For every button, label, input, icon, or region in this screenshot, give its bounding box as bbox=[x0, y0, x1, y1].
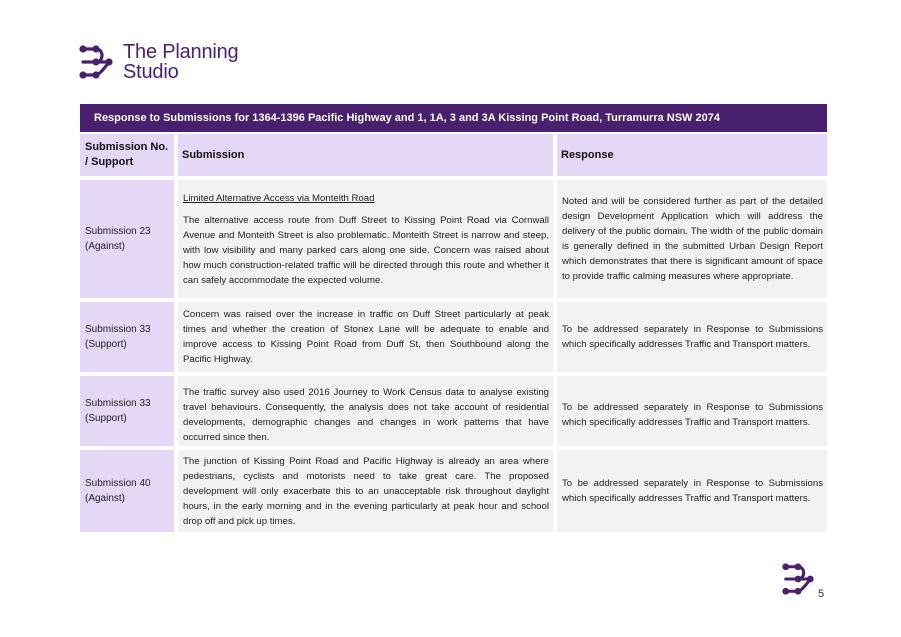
response-cell bbox=[557, 302, 827, 372]
table-row-label bbox=[80, 180, 174, 298]
header-submission-no: Submission No. / Support bbox=[80, 134, 174, 176]
submission-cell bbox=[178, 180, 553, 298]
response-text: To be addressed separately in Response to Submissions which specifically addresses Traffic and Transport matters. bbox=[562, 324, 823, 350]
row-label-line2: (Support) bbox=[85, 413, 127, 424]
header-submission: Submission bbox=[178, 134, 553, 176]
brand-name-line2: Studio bbox=[123, 61, 179, 83]
brand-name bbox=[123, 42, 238, 82]
table-title: Response to Submissions for 1364-1396 Pacific Highway and 1, 1A, 3 and 3A Kissing Point Road, Turramurra NSW 2074 bbox=[80, 104, 827, 132]
submission-text: Concern was raised over the increase in traffic on Duff Street particularly at peak times and whether the creation of Stonex Lane will be adequate to enable and improve access to Kissing Point Road from Duff St, then Southbound along the Pacific Highway. bbox=[183, 309, 549, 365]
response-cell bbox=[557, 180, 827, 298]
submission-cell bbox=[178, 376, 553, 446]
response-text: To be addressed separately in Response to Submissions which specifically addresses Traffic and Transport matters. bbox=[562, 478, 823, 504]
response-cell bbox=[557, 450, 827, 532]
brand-logo bbox=[78, 42, 238, 82]
row-label-line1: Submission 33 bbox=[85, 398, 151, 409]
brand-name-line1: The Planning bbox=[123, 41, 239, 63]
footer-logo bbox=[781, 562, 815, 601]
row-label-line2: (Against) bbox=[85, 493, 126, 504]
submission-text: The alternative access route from Duff Street to Kissing Point Road via Cornwall Avenue and Monteith Street is also problematic. Monteith Street is narrow and steep, with low visibility and many parked cars along one side. Concern was raised about how much construction-related traffic will be directed through this route and whether it can safely accommodate the expected volume. bbox=[183, 214, 549, 286]
response-text: To be addressed separately in Response to Submissions which specifically addresses Traffic and Transport matters. bbox=[562, 402, 823, 428]
planning-studio-logo-icon bbox=[78, 44, 114, 80]
row-label-line2: (Against) bbox=[85, 241, 126, 252]
header-response: Response bbox=[557, 134, 827, 176]
table-row-label bbox=[80, 302, 174, 372]
page-number: 5 bbox=[818, 588, 825, 600]
table-row-label bbox=[80, 450, 174, 532]
row-label-line1: Submission 40 bbox=[85, 478, 151, 489]
planning-studio-mark-icon bbox=[781, 562, 815, 596]
submission-cell bbox=[178, 450, 553, 532]
row-label-line2: (Support) bbox=[85, 339, 127, 350]
submission-text: The junction of Kissing Point Road and Pacific Highway is already an area where pedestrians, cyclists and motorists need to take great care. The proposed development will only exacerbate this to an unacceptable risk throughout daylight hours, in the early morning and in the evening particularly at peak hour and school drop off and pick up times. bbox=[183, 455, 549, 527]
row-label-line1: Submission 23 bbox=[85, 226, 151, 237]
response-text: Noted and will be considered further as part of the detailed design Development Application which will address the delivery of the public domain. The width of the public domain is generally defined in the submitted Urban Design Report which demonstrates that there is significant amount of space to provide traffic calming measures where appropriate. bbox=[562, 196, 823, 282]
table-row-label bbox=[80, 376, 174, 446]
submission-text: The traffic survey also used 2016 Journey to Work Census data to analyse existing travel behaviours. Consequently, the analysis does not take account of residential developments, demographic changes and changes in work patterns that have occurred since then. bbox=[183, 387, 549, 443]
submission-heading: Limited Alternative Access via Monteith Road bbox=[183, 192, 375, 204]
response-cell bbox=[557, 376, 827, 446]
submission-cell bbox=[178, 302, 553, 372]
row-label-line1: Submission 33 bbox=[85, 324, 151, 335]
